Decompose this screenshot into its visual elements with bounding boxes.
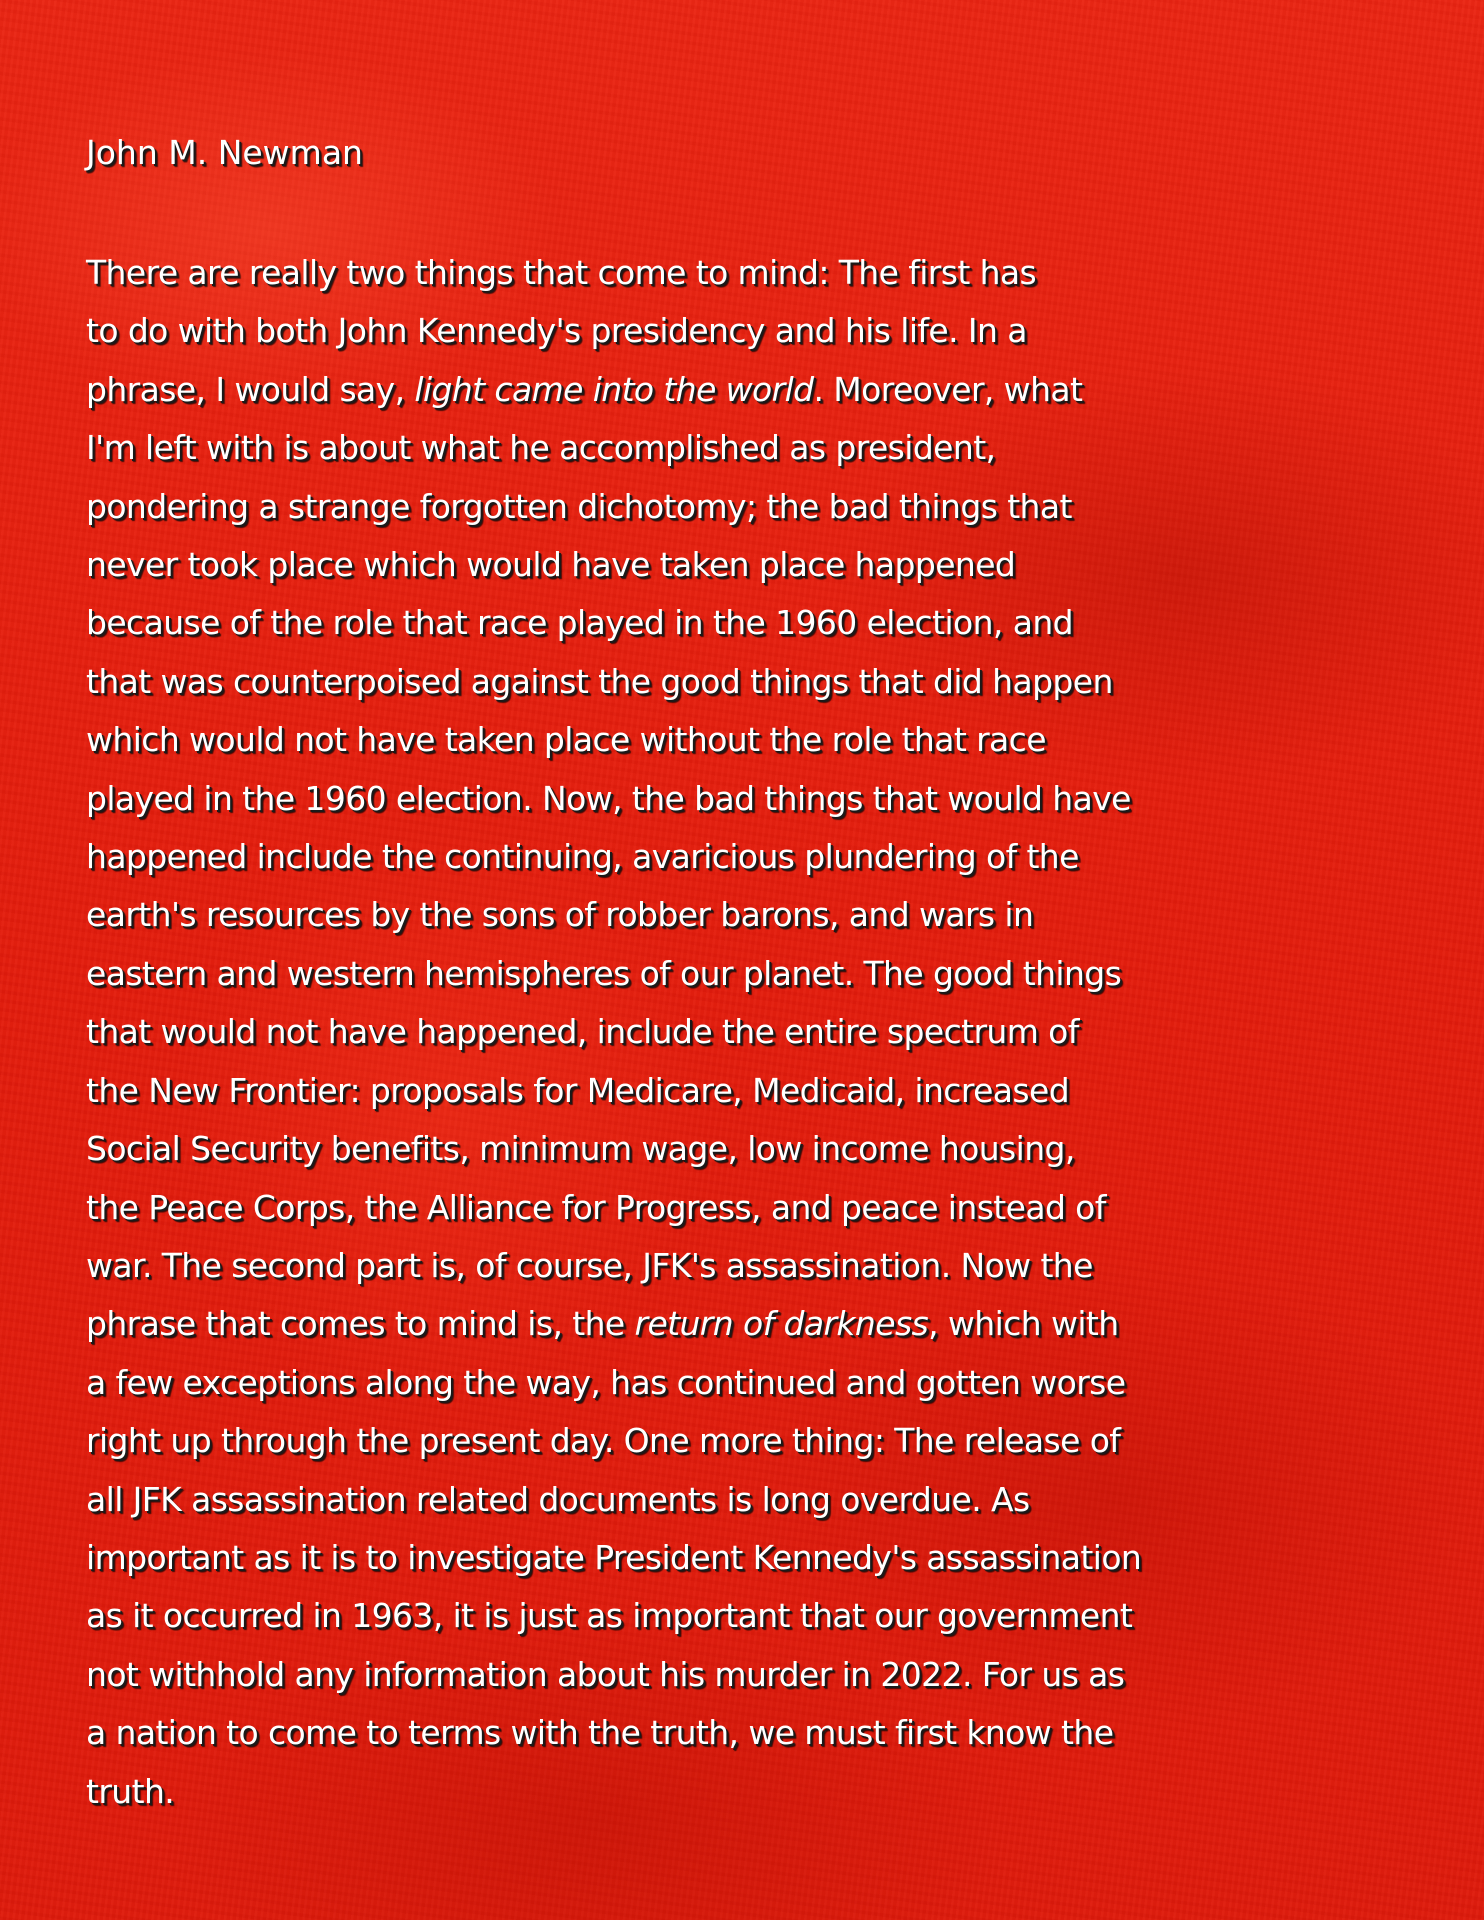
line-text: There are really two things that come to mind: The first has bbox=[86, 253, 1037, 292]
text-line bbox=[86, 419, 1416, 477]
text-line bbox=[86, 536, 1416, 594]
line-text: which would not have taken place without the role that race bbox=[86, 720, 1046, 760]
text-line bbox=[86, 1763, 1416, 1821]
text-line bbox=[86, 244, 1416, 302]
line-text-continued: , which with bbox=[928, 1304, 1119, 1344]
line-text: I'm left with is about what he accomplished as president, bbox=[86, 428, 996, 468]
text-line bbox=[86, 1295, 1416, 1353]
line-text: a few exceptions along the way, has continued and gotten worse bbox=[86, 1362, 1126, 1402]
text-line bbox=[86, 828, 1416, 886]
line-text: to do with both John Kennedy's presidency and his life. In a bbox=[86, 311, 1027, 351]
text-line bbox=[86, 302, 1416, 360]
text-line bbox=[86, 1120, 1416, 1178]
text-line bbox=[86, 1587, 1416, 1645]
line-text: played in the 1960 election. Now, the bad things that would have bbox=[86, 778, 1131, 818]
line-text: phrase, I would say, bbox=[86, 369, 415, 409]
text-line bbox=[86, 945, 1416, 1003]
text-line bbox=[86, 1646, 1416, 1704]
text-line bbox=[86, 1529, 1416, 1587]
text-line bbox=[86, 1412, 1416, 1470]
text-line bbox=[86, 594, 1416, 652]
line-text: never took place which would have taken place happened bbox=[86, 545, 1016, 585]
text-line bbox=[86, 1179, 1416, 1237]
italic-phrase: return of darkness bbox=[634, 1304, 929, 1344]
line-text: as it occurred in 1963, it is just as important that our government bbox=[86, 1596, 1133, 1636]
line-text: a nation to come to terms with the truth, we must first know the bbox=[86, 1713, 1114, 1753]
line-text: that was counterpoised against the good things that did happen bbox=[86, 661, 1113, 701]
line-text: Social Security benefits, minimum wage, low income housing, bbox=[86, 1129, 1075, 1169]
line-text: phrase that comes to mind is, the bbox=[86, 1304, 635, 1344]
line-text: that would not have happened, include the entire spectrum of bbox=[86, 1012, 1079, 1052]
line-text: not withhold any information about his murder in 2022. For us as bbox=[86, 1654, 1125, 1694]
text-line bbox=[86, 886, 1416, 944]
line-text: happened include the continuing, avaricious plundering of the bbox=[86, 837, 1079, 877]
quote-body bbox=[86, 244, 1416, 1821]
line-text: earth's resources by the sons of robber barons, and wars in bbox=[86, 895, 1034, 935]
line-text: the Peace Corps, the Alliance for Progress, and peace instead of bbox=[86, 1187, 1106, 1227]
line-text: pondering a strange forgotten dichotomy; the bad things that bbox=[86, 486, 1072, 526]
text-line bbox=[86, 478, 1416, 536]
line-text: truth. bbox=[86, 1771, 175, 1811]
line-text: the New Frontier: proposals for Medicare, Medicaid, increased bbox=[86, 1070, 1070, 1110]
text-line bbox=[86, 653, 1416, 711]
line-text: eastern and western hemispheres of our planet. The good things bbox=[86, 953, 1122, 993]
text-line bbox=[86, 770, 1416, 828]
text-line bbox=[86, 1704, 1416, 1762]
italic-phrase: light came into the world bbox=[414, 369, 814, 409]
line-text: because of the role that race played in the 1960 election, and bbox=[86, 603, 1073, 643]
text-line bbox=[86, 711, 1416, 769]
text-line bbox=[86, 1354, 1416, 1412]
text-line bbox=[86, 1003, 1416, 1061]
line-text: important as it is to investigate President Kennedy's assassination bbox=[86, 1537, 1142, 1577]
line-text: right up through the present day. One more thing: The release of bbox=[86, 1421, 1121, 1461]
text-line bbox=[86, 1237, 1416, 1295]
line-text: war. The second part is, of course, JFK's assassination. Now the bbox=[86, 1245, 1093, 1285]
text-line bbox=[86, 1062, 1416, 1120]
line-text-continued: . Moreover, what bbox=[813, 369, 1083, 409]
author-name: John M. Newman bbox=[86, 133, 363, 172]
text-line bbox=[86, 1471, 1416, 1529]
line-text: all JFK assassination related documents is long overdue. As bbox=[86, 1479, 1030, 1519]
text-line bbox=[86, 361, 1416, 419]
